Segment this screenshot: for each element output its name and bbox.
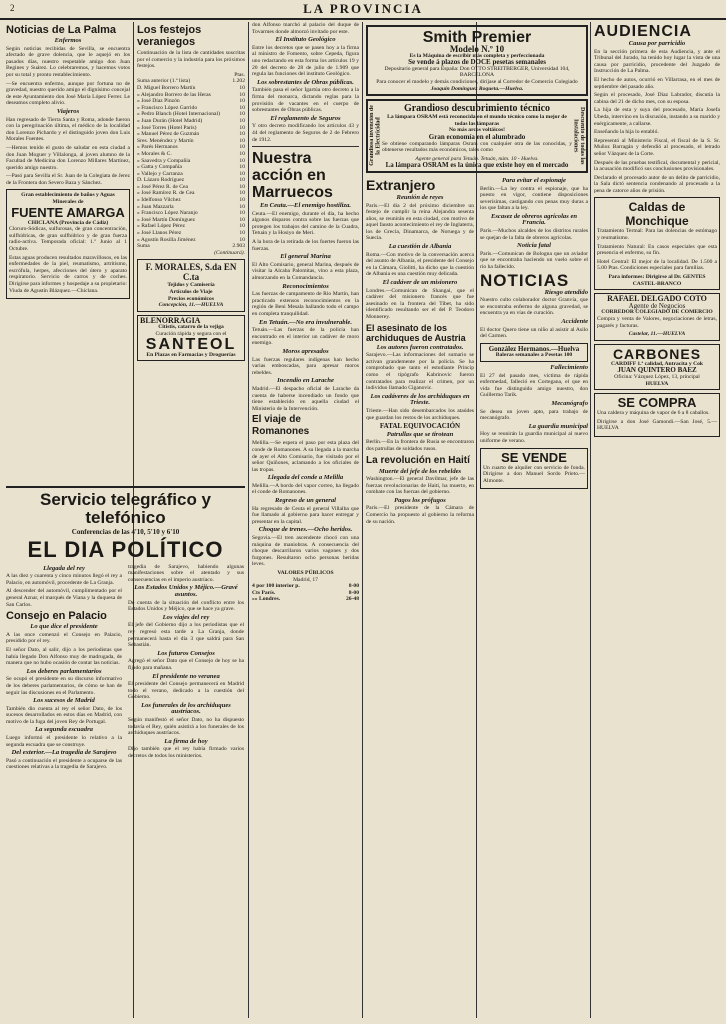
ad-carbones <box>594 344 720 390</box>
paragraph: Se ocupó el presidente en su discurso informativo de los deberes parlamentarios, de cómo se han de seguir las discusiones en el Parlamento. <box>6 676 122 696</box>
section-title: Los festejos veraniegos <box>137 24 202 48</box>
donor-name: » Juan Mazzarla <box>137 203 174 210</box>
donor-amount: 10 <box>239 117 245 124</box>
donor-name: » José Llanos Pérez <box>137 230 182 237</box>
ad-text: Estas aguas producen resultados maravillosos, en las enfermedades de la piel, reumatismo, artritismo, escrófula, herpes, afecciones del útero y aparato respiratorio. Servicio de carros y de coches. Dirigirse para informes y hospedaje a su propietario: Viuda de Agustín Blázquez.—Chiclana. <box>9 254 127 294</box>
ad-fuente-amarga <box>6 189 130 299</box>
paragraph: El presidente del Consejo permanecerá en Madrid todo el verano, dedicado a la cuestión del Gobierno. <box>128 681 244 701</box>
ad-side-text: Descuento de todas las Instalaciones <box>572 107 585 165</box>
paragraph: A las diez y cuarenta y cinco minutos llegó el rey a Palacio, en automóvil, procedente de La Granja. <box>6 573 122 586</box>
paragraph: Madrid.—El despacho oficial de Larache da cuenta de haberse incendiado un fondo que tiene establecido en aquella ciudad el Ministerio de la Intervención. <box>252 385 359 412</box>
ad-address: Castelar, 11.—HUELVA <box>628 331 686 338</box>
paragraph: Tetuán.—Las fuerzas de la policía han encontrado en el interior un cadáver de moro enemigo. <box>252 327 359 347</box>
donor-amount: 10 <box>239 170 245 177</box>
paragraph: A las once comenzó el Consejo en Palacio, presidido por el rey. <box>6 631 122 645</box>
subheading: Accidente <box>561 318 588 325</box>
donor-row <box>137 111 245 118</box>
ad-agent-name: Joaquín Domínguez Roqueta.—Huelva. <box>430 85 524 92</box>
ad-text: Se obtiene comparando lámparas Osram con cualquier otra de las conocidas, y obtenerse resultados más económicos, tales como <box>382 140 572 154</box>
donor-name: » José Torres (Hotel París) <box>137 124 197 131</box>
ad-agent: Para conocer el modelo y demás condiciones, diríjase al Corredor de Comercio Colegiado <box>376 78 578 85</box>
donor-row <box>137 138 245 145</box>
masthead-title: LA PROVINCIA <box>303 1 423 16</box>
ad-gonzalez <box>480 343 588 362</box>
donor-amount: 10 <box>239 236 245 243</box>
subheading: Para evitar el espionaje <box>502 176 566 184</box>
values-list <box>252 583 359 603</box>
paragraph: Berlín.—En la frontera de Rusia se encontraron dos patrullas de soldados rusos. <box>366 439 474 452</box>
ad-line: Artículos de Viaje <box>169 289 213 295</box>
ad-address: HUELVA <box>645 380 669 387</box>
donor-amount: 10 <box>239 230 245 237</box>
paragraph: Representó al Ministerio Fiscal, el fiscal de la S. Sr. Muñoz Barragán y defendió al procesado, el letrado señor Vázquez de la Corte. <box>594 137 720 157</box>
subsection-title: La revolución en Haití <box>366 454 470 466</box>
subheading: Lo que dice el presidente <box>30 623 98 631</box>
ad-name: FUENTE AMARGA <box>11 204 125 220</box>
paragraph: El hecho de autos, ocurrió en Villarrasa, en el mes de septiembre del pasado año. <box>594 76 720 90</box>
ad-brand: SANTEOL <box>145 335 237 353</box>
donor-name: » Pedro Blanch (Hotel Internacional) <box>137 111 220 118</box>
ad-line: JUAN QUINTERO BAEZ <box>617 366 697 375</box>
subheading: Noticia fatal <box>517 242 551 250</box>
paragraph: Londres.—Comunican de Shangai, que el cadáver del misionero francés que fue asesinado en la frontera del Tibet, ha sido identificado resultando ser el del P. Teodoro Monnerey. <box>366 287 474 320</box>
ad-text: Tratamiento Termal: Para las dolencias de estómago y reumatismo. <box>597 228 717 242</box>
paragraph: Según el procesado, José Díaz Labrador, discutía la cabina del 21 de dicho mes, con su esposa. <box>594 92 720 105</box>
subheading: Reunión de reyes <box>396 193 444 201</box>
subheading: Riesgo atendido <box>544 288 588 296</box>
subheading: Regreso de un general <box>275 497 336 505</box>
subheading: Reconocimientos <box>282 282 329 290</box>
donor-row <box>137 98 245 105</box>
subheading: El reglamento de Seguros <box>270 114 341 122</box>
paragraph: El 27 del pasado mes, víctima de rápida enfermedad, falleció en Cortegana, el que en vida fue distinguido amigo nuestro, don Guillermo Tarik. <box>480 372 588 399</box>
paragraph: Pasó a continuación el presidente a ocuparse de las cuestiones relativas a la tragedia de Sarajevo. <box>6 757 122 771</box>
paragraph: Trieste.—Han sido desembarcados los ataúdes que guardan los restos de los archiduques. <box>366 407 474 421</box>
ad-model: Modelo N.º 10 <box>449 44 505 54</box>
extranjero-subcolumn <box>366 176 474 527</box>
subheading: El Instituto Geológico <box>275 36 336 44</box>
donor-row <box>137 197 245 204</box>
noticias-subcolumn <box>480 176 588 527</box>
paragraph: París.—El presidente de la Cámara de Comercio ha propuesto al gobierno la reforma de su nación. <box>366 505 474 525</box>
subheading: Choque de trenes.—Ocho heridos. <box>258 526 353 534</box>
ad-text: Cloruro-Sódicas, sulfurosas, de gran concentración, sulfhídricas, de gran sulfhídrico y de gran fuerza radio-activa. Temporada oficial: 1.º Junio al 1 Octubre. <box>9 226 127 253</box>
page-number: 2 <box>10 3 15 13</box>
subheading: Los funerales de los archiduques austríacos. <box>141 701 231 716</box>
donor-row <box>137 210 245 217</box>
value-row <box>252 596 359 603</box>
donor-row <box>137 151 245 158</box>
section-title: Nuestra acción en Marruecos <box>252 150 333 202</box>
ad-osram <box>366 99 588 173</box>
previous-sum-label: Suma anterior (1.ª lista) <box>137 78 191 85</box>
ad-name: González Hermanos.—Huelva <box>488 344 580 353</box>
paragraph: —Se encuentra enfermo, aunque por fortuna no de gravedad, nuestro querido amigo el dignísimo concejal de este Ayuntamiento don José María López Ferrer. Le deseamos completo alivio. <box>6 80 130 107</box>
paragraph: Declarado el procesado autor de un delito de parricidio, la Sala dictó sentencia condenando al procesado a la pena de catorce años de prisión. <box>594 174 720 194</box>
donor-name: » José Martín Domínguez <box>137 216 195 223</box>
donor-name: » Gatta y Compañía <box>137 164 182 171</box>
ad-intro: Gran establecimiento de baños y Aguas Minerales de <box>21 192 115 206</box>
ad-title: SE VENDE <box>501 449 567 465</box>
ad-se-compra <box>594 393 720 437</box>
ad-line: Oficina: Vázquez López, 13, principal <box>614 373 700 380</box>
value-row <box>252 583 359 590</box>
value-label: Cts París. <box>252 589 276 596</box>
donor-name: Sres. Menéndez y Martín <box>137 137 194 144</box>
continued-note: (Continuará). <box>214 249 245 256</box>
ad-text: Dirigirse a don José Gamondi.—San José, 5.—HUELVA <box>597 418 717 432</box>
subheading: Llegada del rey <box>43 564 85 572</box>
ad-text: Hotel Central: El mejor de la localidad. De 1.500 a 5.00 Ptas. Condiciones especiales para familias. <box>597 258 717 272</box>
section-title: Extranjero <box>366 176 436 193</box>
ad-foot: La lámpara OSRAM es la única que existe hoy en el mercado <box>385 161 569 170</box>
donor-amount: 10 <box>239 124 245 131</box>
donor-amount: 10 <box>239 137 245 144</box>
paragraph: París.—Comunican de Bologna que un aviador que se encontraba haciendo un vuelo sobre el río ha fallecido. <box>480 250 588 271</box>
donor-row <box>137 131 245 138</box>
value-row <box>252 590 359 597</box>
donor-amount: 10 <box>239 177 245 184</box>
paragraph: A la hora de la retirada de los fuertes fueron las fuerzas. <box>252 239 359 252</box>
paragraph: De cuenta de la situación del conflicto entre los Estados Unidos y Méjico, que se hace ya grave. <box>128 599 244 613</box>
column-la-palma <box>6 22 130 480</box>
paragraph: Dijo también que el rey había firmado varios decretos de todos los ministerios. <box>128 746 244 760</box>
subheading: Mecanógrafo <box>551 399 588 407</box>
ad-title: RAFAEL DELGADO COTO <box>607 294 707 304</box>
subheading: Pagos los prófugos <box>394 496 446 504</box>
donor-name: » Vallejo y Carranza <box>137 170 183 177</box>
subheading: Del exterior.—La tragedia de Sarajevo <box>11 749 117 757</box>
paragraph: Las fuerzas de campamento de Rio Martín, han practicado extensos reconocimientos en la región de Beni Mesala hallando todo el campo en completa tranquilidad. <box>252 291 359 317</box>
donor-name: » Saavedra y Compañía <box>137 157 191 164</box>
paragraph: —Pasó para Sevilla el Sr. Juan de la Colegiata de Jerez de la Frontera don Severo Baza y Sánchez. <box>6 173 130 186</box>
ad-line: Gran economía en el alumbrado <box>428 132 526 141</box>
ad-address: Concepción, 11.—HUELVA <box>158 302 224 309</box>
ad-sub: Citistis, catarro de la vejiga <box>158 324 224 331</box>
donor-row <box>137 184 245 191</box>
donor-name: » Manuel Pérez de Guzmán <box>137 131 200 138</box>
paragraph: Luego informó el presidente lo relativo a la segunda escuadra que se construye. <box>6 735 122 748</box>
donor-amount: 10 <box>239 84 245 91</box>
donor-amount: 10 <box>239 104 245 111</box>
total-row <box>137 243 245 250</box>
paragraph: También pasa el señor Igartúa otro decreto a la firma del monarca, dictando reglas para la provisión de vacantes en el cuerpo de sobrestantes de Obras públicas. <box>252 87 359 114</box>
masthead-bar <box>0 0 726 20</box>
ad-line: Tejidos y Camisería <box>167 282 215 289</box>
ad-name: F. MORALES, S.da EN C.ta <box>145 262 237 283</box>
subheading: Los Estados Unidos y Méjico.—Gravé asuntos. <box>134 584 238 598</box>
ad-text: Compra y venta de Valores, negociaciones de letras, pagarés y facturas. <box>597 316 717 329</box>
previous-sum-value: 1.202 <box>232 78 245 85</box>
paragraph: En la sección primera de esta Audiencia, y ante el Tribunal del Jurado, ha tenido hoy lugar la vista de una causa por parricidio, procedente del Juzgado de Instrucción de La Palma. <box>594 48 720 75</box>
subheading: Llegada del conde a Melilla <box>267 474 344 482</box>
paragraph: Según manifestó el señor Dato, no ha dispuesto todavía el Rey, quién asistirá a los funerales de los archiduques austríacos. <box>128 717 244 737</box>
subheading: El general Marina <box>280 253 331 261</box>
section-subtitle: Conferencias de las 4'10, 5'10 y 6'10 <box>71 528 180 536</box>
paragraph: Y otro decreto modificando los artículos 43 y 44 del reglamento de Seguros de 2 de Febrero de 1912. <box>252 123 359 143</box>
section-title: AUDIENCIA <box>594 23 692 40</box>
donor-amount: 10 <box>239 164 245 171</box>
paragraph: El jefe del Gobierno dijo a los periodistas que el rey regresó esta tarde a La Granja, donde permanecerá hasta el día 3 que saldrá para San Sebastián. <box>128 622 244 649</box>
big-headline: EL DIA POLÍTICO <box>27 536 224 562</box>
ad-title: SE COMPRA <box>617 395 697 411</box>
donor-name: » Idelfonso Vilchez <box>137 197 181 204</box>
ad-agent: Agente general para Tetuán. Tetuán, núm. 10 - Huelva. <box>415 155 539 162</box>
donor-name: » Parés Hermanos <box>137 144 178 151</box>
paragraph: París.—Muchos alcaldes de los distritos rurales se quejan de la falta de obreros agrícolas. <box>480 228 588 241</box>
donor-row <box>137 237 245 244</box>
value-amount: 8-00 <box>348 589 359 596</box>
donor-name: D. Lázaro Rodríguez <box>137 177 185 184</box>
ad-line: Se vende á plazos de DOCE pesetas semanales <box>408 58 546 67</box>
subheading: Enfermos <box>54 37 82 44</box>
paragraph: La hija de esta y suya del procesado, María Josefa Ubeda, intervino en la discusión, instando a su marido y enérgicamente, a callarse. <box>594 107 720 127</box>
paragraph: Han regresado de Tierra Santa y Roma, adonde fueron con la peregrinación última, el médico de la localidad don Lorenzo Pichardo y el distinguido joven don Luis Morales Fuentes. <box>6 116 130 143</box>
donor-list <box>137 85 245 243</box>
donor-row <box>137 85 245 92</box>
subheading: Viajeros <box>56 107 80 115</box>
paragraph: El Alto Comisario, general Marina, después de visitar la Alcaba Palomitas, vino a esta plaza, almorzando en la Comandancia. <box>252 261 359 282</box>
column-rule <box>590 22 591 1018</box>
ad-line: Baleras semanales a Pesetas 100 <box>495 352 573 359</box>
paragraph: París.—El día 2 del próximo diciembre un festejo de cumplir la reina Alejandra sesenta años, se reunirán en esta ciudad, con motivo de aquel fausto acontecimiento el rey de Inglaterra, los de Grecia, Dinamarca, de Noruega y de Suecia. <box>366 202 474 242</box>
donor-name: » Francisco López Naranjo <box>137 210 198 217</box>
subsection-title: El viaje de Romanones <box>252 414 310 438</box>
donor-amount: 10 <box>239 150 245 157</box>
subheading: Escasez de obreros agrícolas en Francia. <box>490 212 578 227</box>
paragraph: Continuación de la lista de cantidades suscritas por el comercio y la industria para los próximos festejos. <box>137 50 245 70</box>
subheading: El presidente no veranea <box>152 672 220 680</box>
paragraph: El señor Dato, al salir, dijo a los periodistas que había llegado Don Alfonso muy de madrugada, de manera que no hubo ocasión de contar las noticias. <box>6 646 122 667</box>
subheading: Los autores fueron contratados. <box>376 343 464 351</box>
donor-name: » Agustín Rosilla Jiménez <box>137 236 196 243</box>
ad-se-vende <box>480 448 588 490</box>
ad-caldas-monchique <box>594 197 720 290</box>
subheading: Muerte del jefe de los rebeldes <box>378 467 462 475</box>
ad-name: BLENORRAGIA <box>140 315 201 325</box>
paragraph: Entre los decretos que se pasen hoy a la firma al ministro de Fomento, sobre Cepeda, figura uno redactando en esta forma los artículos 19 y 20 del decreto de 28 de julio de 1.909 que regula las funciones del instituto Geológico. <box>252 44 359 78</box>
paragraph: Melilla.—A bordo del vapor correo, ha llegado el conde de Romanones. <box>252 482 359 496</box>
total-label: Suma <box>137 243 150 250</box>
donor-amount: 10 <box>239 203 245 210</box>
paragraph: Washington.—El general Davilmar, jefe de las fuerzas revolucionarias de Haití, ha muerto, en combate con las fuerzas del gobierno. <box>366 476 474 496</box>
subheading: Causa por parricidio <box>628 40 686 47</box>
subheading: En Tetuán.—No era invulnerable. <box>259 318 352 326</box>
column-nacional <box>252 22 359 1018</box>
donor-name: » José Pérez R. de Cea <box>137 183 188 190</box>
paragraph: Al descender del automóvil, cumplimentado por el general Aznar, el marqués de Viana y la duquesa de San Carlos. <box>6 588 122 608</box>
ad-agent: Depositario general para España: Don OTTO STREITBERGER, Universidad 104, BARCELONA <box>384 65 570 79</box>
subheading: La guardia municipal <box>528 422 588 430</box>
subheading: Fallecimiento <box>550 363 588 371</box>
value-amount: 8-00 <box>348 583 359 590</box>
paragraph: Según noticias recibidas de Sevilla, se encuentra afectado de grave dolencia, que le aquejó en los pasados días, nuestro respetable amigo don Juan Begines y Suárez. Lo celebraremos, y hacemos votos por su total y pronto restablecimiento. <box>6 45 130 78</box>
total-value: 2.903 <box>232 243 245 250</box>
donor-row <box>137 118 245 125</box>
donor-name: D. Miguel Borrero Martín <box>137 84 196 91</box>
donor-name: » José Díaz Pinzón <box>137 98 180 105</box>
donor-amount: 10 <box>239 98 245 105</box>
ad-morales <box>137 259 245 311</box>
paragraph: Roma.—Con motivo de la conversación acerca del asunto de Albania, el presidente del Consejo en la Cámara, Giolitti, ha dicho que la cuestión de Albania es una cuestión muy delicada. <box>366 251 474 278</box>
subheading: Los viajes del rey <box>162 613 210 621</box>
donor-row <box>137 230 245 237</box>
ad-smith-premier <box>366 25 588 96</box>
subheading: FATAL EQUIVOCACIÓN <box>379 422 461 431</box>
donor-amount: 10 <box>239 144 245 151</box>
column-festejos <box>137 22 245 480</box>
paragraph: Melilla.—Se espera el paso por esta plaza del conde de Romanones. A su llegada a la marcha de ayer el Alto Comisario, fue visitado por el señor Quiñones, aclamando a los oficiales de las tropas. <box>252 440 359 473</box>
paragraph: Sarajevo.—Las informaciones del sumario se activan grandemente por la policía. Se ha comprobado que tanto el estudiante Princip como el tipógrafo Kabrinovic fueron contratados para realizar el crimen, por un individuo llamado Ciganovic. <box>366 352 474 392</box>
subheading: Los sucesos de Madrid <box>33 697 95 705</box>
ad-side-text: Grandiosa invención de la Electricidad <box>369 105 382 167</box>
donor-row <box>137 125 245 132</box>
ad-line: Precios económicos <box>167 295 215 302</box>
donor-amount: 10 <box>239 91 245 98</box>
ad-line: CARDIFF 1.ª calidad, Antracita y Cok <box>610 360 704 367</box>
donor-amount: 10 <box>239 223 245 230</box>
donor-amount: 10 <box>239 197 245 204</box>
ad-rafael-delgado <box>594 293 720 341</box>
paragraph: Hoy se reunirán la guardia municipal al nuevo uniforme de verano. <box>480 431 588 444</box>
paragraph: También dio cuenta al rey el señor Dato, de los sucesos desarrollados en estos días en Madrid, con motivo de la fuga del joven Rey de Portugal. <box>6 705 122 725</box>
subheading: Los deberes parlamentarios <box>26 667 102 675</box>
paragraph: Ceuta.—El enemigo, durante el día, ha hecho algunos disparos contra sobre las fuerzas que protegen los trabajos del camino de la Cuadra, Tetuán y la Hosiyo de Meri. <box>252 210 359 237</box>
paragraph: Enseñando la hija lo entabló. <box>594 129 659 136</box>
ad-text: Tratamiento Natural: En casos especiales que esta presencia el enfermo, su fin. <box>597 243 717 257</box>
subheading: Incendio en Larache <box>277 377 334 385</box>
donor-amount: 10 <box>239 190 245 197</box>
ad-line: Es la Máquina de escribir más completa y perfeccionada <box>409 52 545 59</box>
ad-line: CORREDOR COLEGIADO DE COMERCIO <box>601 309 713 316</box>
paragraph: tragedia de Sarajevo, habiendo algunas manifestaciones sobre el atentado y sus consecuencias en el imperio austríaco. <box>128 563 244 583</box>
subheading: Los sobrestantes de Obras públicas. <box>257 78 354 86</box>
donor-name: » Francisco López Garrido <box>137 104 198 111</box>
donor-row <box>137 177 245 184</box>
ad-line: Para informes: Dirigirse al Dr. GENTES CASTEL-BRANCO <box>608 274 706 287</box>
donor-row <box>137 158 245 165</box>
donor-amount: 10 <box>239 157 245 164</box>
paragraph: Segovia.—El tren ascendente chocó con una máquina de maniobras. A consecuencia del choque descarrilaron varios vagones y dos furgones. Resultaron ocho personas heridas leves. <box>252 535 359 568</box>
ad-line: No más arcos voltáicos! <box>449 127 505 134</box>
donor-row <box>137 223 245 230</box>
ad-title: Smith Premier <box>422 29 532 46</box>
values-sub: Madrid, 17 <box>293 576 318 583</box>
ad-place: CHICLANA (Provincia de Cádiz) <box>27 219 109 226</box>
value-label: 4 por 100 interior p. <box>252 583 300 590</box>
donor-name: » Rafael López Pérez <box>137 223 185 230</box>
subheading: El cadáver de un misionero <box>382 279 458 287</box>
donor-amount: 10 <box>239 216 245 223</box>
donor-amount: 10 <box>239 183 245 190</box>
donor-amount: 10 <box>239 111 245 118</box>
donor-name: » Juan Durán (Hotel Madrid) <box>137 117 203 124</box>
paragraph: Ha regresado de Ceuta el general Villalba que fue llamado al gobierno para hacer entregar y presentar en la capital. <box>252 505 359 525</box>
ad-title: CARBONES <box>612 345 702 362</box>
ad-title: Caldas de Monchique <box>625 200 689 229</box>
subheading: Los futuros Consejos <box>157 649 215 657</box>
column-rule <box>362 22 363 1018</box>
donor-row <box>137 164 245 171</box>
ad-santeol <box>137 315 245 361</box>
subheading: La segunda escuadra <box>35 726 93 734</box>
column-rule <box>248 22 249 1018</box>
paragraph: don Alfonso marchó al palacio del duque de Tovarmes donde almorzó invitado por este. <box>252 22 359 35</box>
subheading: Patrullas que se tirotean <box>386 430 454 438</box>
donor-name: » Alejandro Borrero de las Heras <box>137 91 211 98</box>
donor-name: » Morales & C. <box>137 150 172 157</box>
subheading: Los cadáveres de los archiduques en Trieste. <box>370 392 470 407</box>
donor-row <box>137 92 245 99</box>
donor-row <box>137 204 245 211</box>
ad-text: Un cuarto de alquiler con servicio de fonda. Dirigirse a don Manuel Sordo Prieto.—Almonte. <box>483 464 585 484</box>
currency-label: Ptas. <box>234 71 245 78</box>
donor-amount: 10 <box>239 210 245 217</box>
subheading: La cuestión de Albania <box>388 243 452 251</box>
donor-amount: 10 <box>239 131 245 138</box>
ad-line: Agente de Negocios <box>628 301 686 310</box>
section-title: Servicio telegráfico y telefónico <box>39 490 212 527</box>
previous-sum-row <box>137 78 245 85</box>
donor-row <box>137 144 245 151</box>
paragraph: —Hemos tenido el gusto de saludar en esta ciudad a don Juan Moguer y Villalonga, al joven alumno de la Facultad de Medicina don Lorenzo Millares Martínez, querido amigo nuestro. <box>6 144 130 171</box>
ad-sub2: Curación rápida y segura con el <box>155 330 227 337</box>
paragraph: Nuestro culto colaborador doctor Granvía, que se encontraba enfermo de alguna gravedad, se encuentra ya en vías de curación. <box>480 297 588 317</box>
ad-foot: En Plazas en Farmacias y Droguerías <box>146 351 236 358</box>
values-title: VALORES PÚBLICOS <box>277 570 334 576</box>
value-label: »» Londres. <box>252 596 281 603</box>
subsection-title: Consejo en Palacio <box>6 610 107 623</box>
paragraph: Las fuerzas regulares indígenas han hecho varias emboscadas, para apresar moros rebeldes. <box>252 356 359 376</box>
column-extranjero <box>366 22 588 1018</box>
column-audiencia <box>594 22 720 1018</box>
donor-row <box>137 171 245 178</box>
paragraph: El doctor Quero tiene un niño al asistir al Asilo del Carmen. <box>480 326 588 340</box>
ad-line: La lámpara OSRAM está reconocida en el mundo técnico como la mejor de todas las lámparas <box>387 114 567 127</box>
paragraph: Berlín.—La ley contra el espionaje, que ha puesto en vigor, contiene disposiciones severísimas, castigando con penas muy duras a los que faltan a la ley. <box>480 185 588 212</box>
value-amount: 26-48 <box>345 596 359 603</box>
donor-name: » José Ramírez R. de Cea <box>137 190 195 197</box>
paragraph: Se desea un joven apto, para trabajo de mecanógrafo. <box>480 408 588 422</box>
section-title: Noticias de La Palma <box>6 24 117 36</box>
paragraph: Después de las pruebas testifical, documental y pericial, la acusación modificó sus conclusiones provisionales. <box>594 159 720 173</box>
ad-text: Una caldera y máquina de vapor de 6 a 8 caballos. <box>597 410 710 417</box>
subheading: Moros apresados <box>282 347 329 355</box>
telegraph-section <box>6 486 245 1018</box>
paragraph: Agregó el señor Dato que el Consejo de hoy se ha fijado para mañana. <box>128 658 244 671</box>
section-title: NOTICIAS <box>480 270 570 290</box>
subheading: En Ceuta.—El enemigo hostiliza. <box>259 202 352 210</box>
subsection-title: El asesinato de los archiduques de Austria <box>366 322 466 343</box>
subheading: La firma de hoy <box>164 737 208 745</box>
ad-title: Grandioso descubrimiento técnico <box>403 103 551 115</box>
